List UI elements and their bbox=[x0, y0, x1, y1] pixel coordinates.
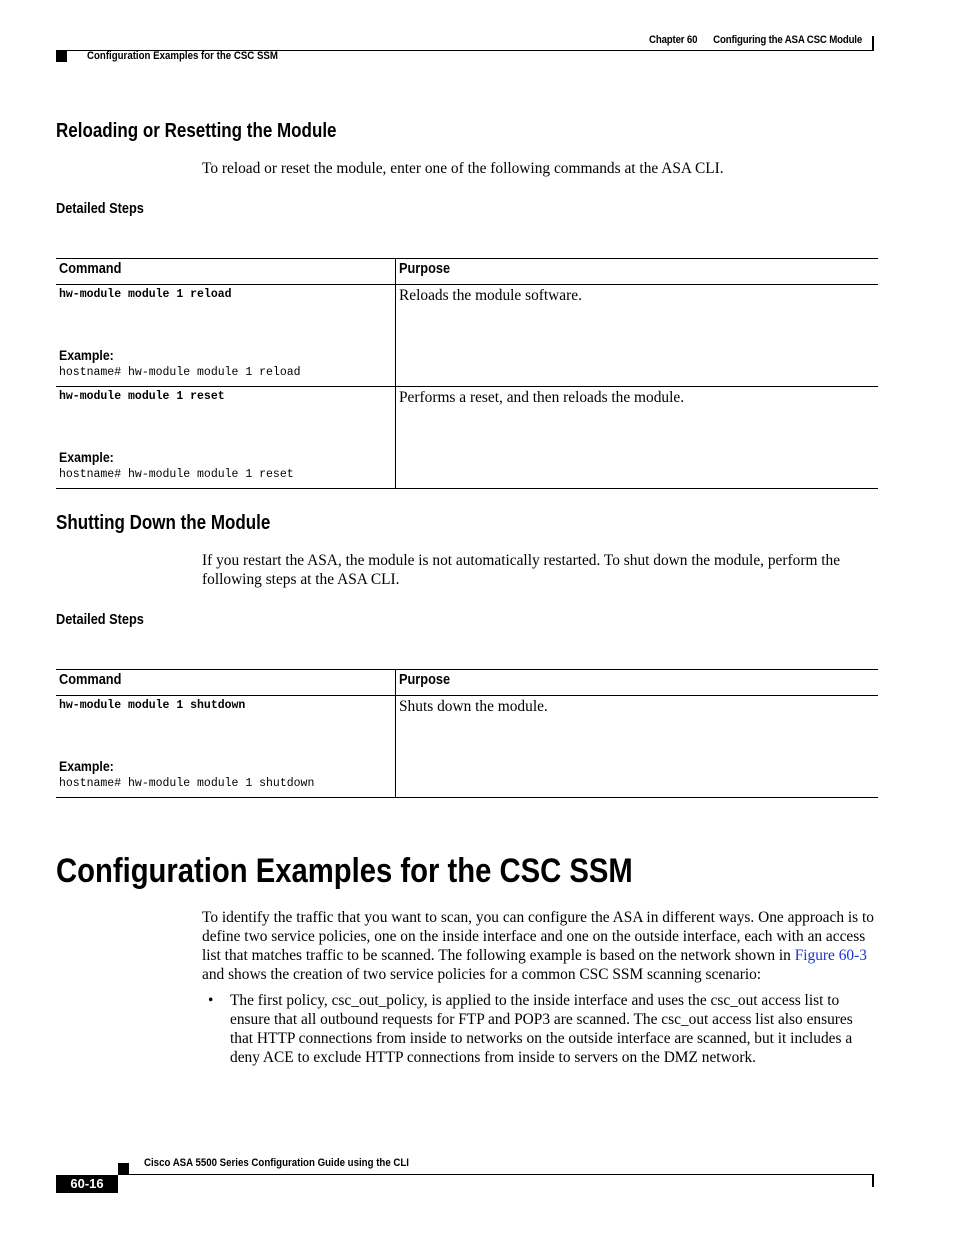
list-item bbox=[202, 991, 874, 1067]
purpose-text: Shuts down the module. bbox=[399, 698, 548, 715]
chapter-label: Chapter 60 bbox=[649, 34, 698, 46]
table-header-row bbox=[56, 670, 878, 696]
col-command-header: Command bbox=[56, 259, 396, 285]
col-purpose-header: Purpose bbox=[396, 670, 879, 696]
example-label: Example: bbox=[59, 449, 114, 465]
table-header-row bbox=[56, 259, 878, 285]
header-chapter bbox=[649, 34, 862, 46]
footer-page-number: 60-16 bbox=[56, 1175, 118, 1193]
example-code: hostname# hw-module module 1 reload bbox=[59, 366, 301, 379]
purpose-text: Performs a reset, and then reloads the module. bbox=[399, 389, 685, 406]
table-row bbox=[56, 285, 878, 387]
command-cell bbox=[56, 285, 396, 387]
footer-right-bar bbox=[872, 1174, 874, 1187]
example-label: Example: bbox=[59, 758, 114, 774]
command-text: hw-module module 1 reset bbox=[59, 390, 225, 403]
reload-intro: To reload or reset the module, enter one of the following commands at the ASA CLI. bbox=[202, 160, 724, 177]
example-code: hostname# hw-module module 1 reset bbox=[59, 468, 294, 481]
footer-book-title: Cisco ASA 5500 Series Configuration Guide using the CLI bbox=[144, 1157, 409, 1169]
shutdown-steps-heading: Detailed Steps bbox=[56, 611, 144, 628]
reload-heading: Reloading or Resetting the Module bbox=[56, 120, 337, 142]
table-row bbox=[56, 696, 878, 798]
example-code: hostname# hw-module module 1 shutdown bbox=[59, 777, 315, 790]
command-text: hw-module module 1 reload bbox=[59, 288, 232, 301]
examples-heading: Configuration Examples for the CSC SSM bbox=[56, 852, 633, 890]
footer-marker bbox=[118, 1163, 129, 1174]
examples-intro: To identify the traffic that you want to scan, you can configure the ASA in different ways. One approach is to define two service policies, one on the inside interface and one on the outside interface, each with an access list that matches traffic to be scanned. The following example is based on the network shown in Figure 60-3 and shows the creation of two service policies for a common CSC SSM scanning scenario: bbox=[202, 909, 874, 983]
examples-bullet-list bbox=[202, 991, 874, 1067]
command-text: hw-module module 1 shutdown bbox=[59, 699, 246, 712]
chapter-title: Configuring the ASA CSC Module bbox=[713, 34, 862, 46]
bullet-icon: • bbox=[208, 992, 214, 1009]
table-row bbox=[56, 387, 878, 489]
reload-steps-heading: Detailed Steps bbox=[56, 200, 144, 217]
purpose-text: Reloads the module software. bbox=[399, 287, 582, 304]
command-cell bbox=[56, 696, 396, 798]
shutdown-intro: If you restart the ASA, the module is not automatically restarted. To shut down the module, perform the following steps at the ASA CLI. bbox=[202, 552, 841, 588]
purpose-cell bbox=[396, 285, 879, 387]
col-purpose-header: Purpose bbox=[396, 259, 879, 285]
header-section-title: Configuration Examples for the CSC SSM bbox=[87, 50, 278, 62]
col-command-header: Command bbox=[56, 670, 396, 696]
command-cell bbox=[56, 387, 396, 489]
shutdown-command-table bbox=[56, 669, 878, 798]
header-right-bar bbox=[872, 36, 874, 50]
shutdown-heading: Shutting Down the Module bbox=[56, 512, 271, 534]
footer-rule bbox=[118, 1174, 874, 1175]
reload-command-table bbox=[56, 258, 878, 489]
header-marker bbox=[56, 51, 67, 62]
figure-link[interactable]: Figure 60-3 bbox=[794, 947, 867, 964]
purpose-cell bbox=[396, 696, 879, 798]
purpose-cell bbox=[396, 387, 879, 489]
bullet-text: The first policy, csc_out_policy, is applied to the inside interface and uses the csc_out access list to ensure that all outbound requests for FTP and POP3 are scanned. The csc_out access list also ensures that HTTP connections from inside to networks on the outside interface are scanned, but it includes a deny ACE to exclude HTTP connections from inside to servers on the DMZ network. bbox=[230, 992, 853, 1066]
example-label: Example: bbox=[59, 347, 114, 363]
